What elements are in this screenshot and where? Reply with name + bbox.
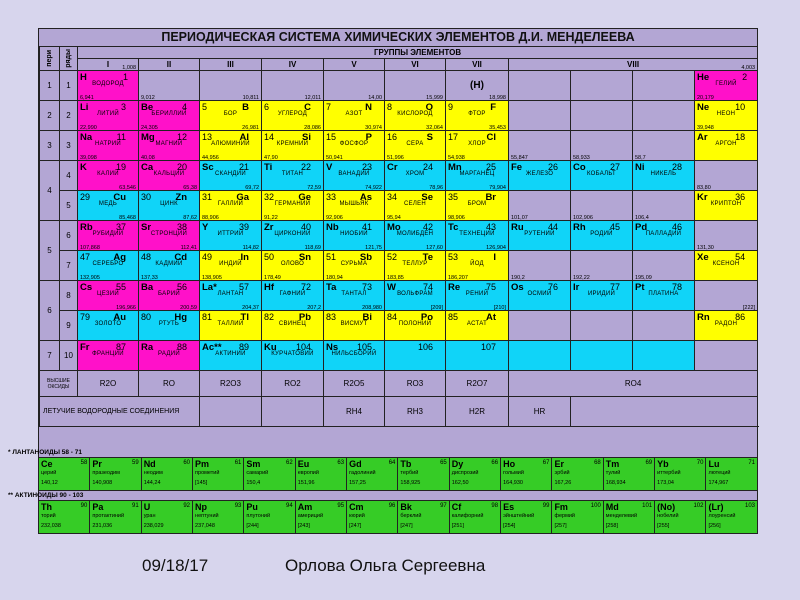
element-name: плутоний xyxy=(246,513,271,519)
atomic-mass: [258] xyxy=(605,523,619,529)
element-Lr[interactable] xyxy=(706,501,758,534)
atomic-mass: 162,50 xyxy=(451,480,469,486)
element-Sc[interactable]: Sc 21 СКАНДИЙ 44,956 xyxy=(200,161,262,191)
atomic-number: 67 xyxy=(542,460,550,466)
symbol: Ho xyxy=(503,459,516,469)
atomic-number: 97 xyxy=(440,503,447,509)
atomic-number: 91 xyxy=(132,503,139,509)
element-Cr[interactable]: Cr 24 ХРОМ 51,996 xyxy=(385,161,446,191)
groups-header: ГРУППЫ ЭЛЕМЕНТОВ xyxy=(78,47,758,59)
row-8: 8 xyxy=(60,281,78,311)
period-4: 4 xyxy=(40,161,60,221)
element-Be[interactable]: Be 4 БЕРИЛЛИЙ 9,012 xyxy=(139,101,200,131)
atomic-number: 98 xyxy=(491,503,499,509)
element-name: европий xyxy=(297,470,319,476)
hydrogen-placeholder: (H) xyxy=(446,71,509,101)
element-106[interactable]: 106 xyxy=(385,341,446,371)
actinides-row xyxy=(38,500,758,534)
atomic-number: 99 xyxy=(542,503,550,509)
element-name: самарий xyxy=(246,470,269,476)
element-Mn[interactable]: Mn 25 МАРГАНЕЦ 54,938 xyxy=(446,161,509,191)
element-Tc[interactable]: Tc 43 ТЕХНЕЦИЙ 98,906 xyxy=(446,221,509,251)
element-Kr[interactable]: Kr 36 КРИПТОН 83,80 xyxy=(695,191,758,221)
element-Te[interactable]: 52 Te ТЕЛЛУР 127,60 xyxy=(385,251,446,281)
symbol: Md xyxy=(605,502,619,512)
element-K[interactable]: K 19 КАЛИЙ 39,098 xyxy=(78,161,139,191)
element-name: кюрий xyxy=(349,513,365,519)
element-Pr[interactable] xyxy=(90,458,141,491)
period-3: 3 xyxy=(40,131,60,161)
element-Re[interactable]: Re 75 РЕНИЙ 186,207 xyxy=(446,281,509,311)
symbol: Cf xyxy=(451,502,462,512)
actinides-label: ** АКТИНОИДЫ 90 - 103 xyxy=(8,492,84,499)
symbol: Dy xyxy=(451,459,464,469)
element-Na[interactable]: Na 11 НАТРИЙ 22,990 xyxy=(78,131,139,161)
element-Ir[interactable]: Ir 77 ИРИДИЙ 192,22 xyxy=(571,281,633,311)
symbol: Er xyxy=(554,459,564,469)
element-Mg[interactable]: Mg 12 МАГНИЙ 24,305 xyxy=(139,131,200,161)
element-name: протактиний xyxy=(92,513,125,519)
symbol: Tb xyxy=(400,459,412,469)
symbol: Es xyxy=(503,502,515,512)
symbol: Pr xyxy=(92,459,102,469)
period-1: 1 xyxy=(40,71,60,101)
element-Au[interactable]: 79 Au ЗОЛОТО 196,966 xyxy=(78,311,139,341)
element-Gd[interactable] xyxy=(347,458,398,491)
group-4: IV xyxy=(262,59,324,71)
element-Ho[interactable] xyxy=(501,458,552,491)
element-Ar[interactable]: Ar 18 АРГОН 39,948 xyxy=(695,131,758,161)
symbol: Nd xyxy=(143,459,156,469)
atomic-number: 58 xyxy=(80,460,88,466)
element-name: лютеций xyxy=(708,470,731,476)
table-title: ПЕРИОДИЧЕСКАЯ СИСТЕМА ХИМИЧЕСКИХ ЭЛЕМЕНТОВ Д.И. МЕНДЕЛЕЕВА xyxy=(161,30,635,44)
atomic-number: 64 xyxy=(388,460,396,466)
element-Zn[interactable]: 30 Zn ЦИНК 65,38 xyxy=(139,191,200,221)
element-Cs[interactable]: Cs 55 ЦЕЗИЙ 132,905 xyxy=(78,281,139,311)
element-Ca[interactable]: Ca 20 КАЛЬЦИЙ 40,08 xyxy=(139,161,200,191)
atomic-number: 95 xyxy=(337,503,345,509)
hydride-6: H2R xyxy=(446,397,509,427)
oxide-3: R2O3 xyxy=(200,371,262,397)
element-Tl[interactable]: 81 Tl ТАЛЛИЙ 204,37 xyxy=(200,311,262,341)
element-Pd[interactable]: Pd 46 ПАЛЛАДИЙ 106,4 xyxy=(633,221,695,251)
group-6: VI xyxy=(385,59,446,71)
atomic-mass: [145] xyxy=(195,480,208,486)
element-Cu[interactable]: 29 Cu МЕДЬ 63,546 xyxy=(78,191,139,221)
element-name: празеодим xyxy=(92,470,120,476)
element-Hg[interactable]: 80 Hg РТУТЬ 200,59 xyxy=(139,311,200,341)
element-Tm[interactable] xyxy=(603,458,654,491)
atomic-number: 101 xyxy=(642,503,653,509)
period-7: 7 xyxy=(40,341,60,371)
element-Rn[interactable]: Rn 86 РАДОН [222] xyxy=(695,311,758,341)
symbol: Th xyxy=(41,502,52,512)
element-Fr[interactable]: Fr 87 ФРАНЦИЙ xyxy=(78,341,139,371)
symbol: Pu xyxy=(246,502,258,512)
element-107[interactable]: 107 xyxy=(446,341,509,371)
atomic-mass: [254] xyxy=(503,523,516,529)
symbol: Gd xyxy=(349,459,362,469)
element-V[interactable]: V 23 ВАНАДИЙ 50,941 xyxy=(324,161,385,191)
element-He[interactable]: He 2 ГЕЛИЙ 4,003 xyxy=(695,71,758,101)
period-5: 5 xyxy=(40,221,60,281)
atomic-mass: 150,4 xyxy=(246,480,261,486)
atomic-mass: 140,12 xyxy=(41,480,58,486)
element-Nb[interactable]: Nb 41 НИОБИЙ 92,906 xyxy=(324,221,385,251)
element-Mo[interactable]: Mo 42 МОЛИБДЕН 95,94 xyxy=(385,221,446,251)
element-Np[interactable] xyxy=(193,501,244,534)
group-3: III xyxy=(200,59,262,71)
period-6: 6 xyxy=(40,281,60,341)
row-10: 10 xyxy=(60,341,78,371)
atomic-mass: 173,04 xyxy=(657,480,674,486)
element-name: нептуний xyxy=(195,513,219,519)
element-La[interactable]: La* 57 ЛАНТАН 138,905 xyxy=(200,281,262,311)
symbol: Pa xyxy=(92,502,104,512)
atomic-number: 68 xyxy=(594,460,601,466)
atomic-mass: 232,038 xyxy=(41,523,61,529)
element-Bi[interactable]: 83 Bi ВИСМУТ 208,980 xyxy=(324,311,385,341)
row-1: 1 xyxy=(60,71,78,101)
atomic-number: 103 xyxy=(744,503,755,509)
hydride-5: RH3 xyxy=(385,397,446,427)
atomic-mass: 167,26 xyxy=(554,480,572,486)
atomic-mass: 140,908 xyxy=(92,480,113,486)
element-name: эйнштейний xyxy=(503,513,535,519)
element-C[interactable]: 6 C УГЛЕРОД 12,011 xyxy=(262,101,324,131)
footer-author: Орлова Ольга Сергеевна xyxy=(285,556,486,575)
atomic-number: 61 xyxy=(234,460,242,466)
element-Pa[interactable] xyxy=(90,501,141,534)
element-name: калифорний xyxy=(451,513,484,519)
hydrides-label: ЛЕТУЧИЕ ВОДОРОДНЫЕ СОЕДИНЕНИЯ xyxy=(40,397,200,427)
oxide-4: RO2 xyxy=(262,371,324,397)
element-Ru[interactable]: Ru 44 РУТЕНИЙ 101,07 xyxy=(509,221,571,251)
symbol: Cm xyxy=(349,502,364,512)
element-name: неодим xyxy=(143,470,163,476)
element-Dy[interactable] xyxy=(449,458,500,491)
element-name: тербий xyxy=(400,470,419,476)
element-name: церий xyxy=(41,470,57,476)
element-I[interactable]: 53 I ЙОД 126,904 xyxy=(446,251,509,281)
element-Ac[interactable]: Ac** 89 АКТИНИЙ xyxy=(200,341,262,371)
atomic-mass: [257] xyxy=(554,523,567,529)
lanthanides-row xyxy=(38,457,758,491)
symbol: Am xyxy=(297,502,313,512)
atomic-mass: [243] xyxy=(297,523,310,529)
element-U[interactable] xyxy=(141,501,192,534)
element-name: гадолиний xyxy=(349,470,376,476)
element-Ge[interactable]: 32 Ge ГЕРМАНИЙ 72,59 xyxy=(262,191,324,221)
atomic-mass: [247] xyxy=(400,523,413,529)
atomic-number: 92 xyxy=(183,503,191,509)
element-B[interactable]: 5 B БОР 10,811 xyxy=(200,101,262,131)
element-Ag[interactable]: 47 Ag СЕРЕБРО 107,868 xyxy=(78,251,139,281)
element-name: фермий xyxy=(554,513,576,519)
element-Rh[interactable]: Rh 45 РОДИЙ 102,906 xyxy=(571,221,633,251)
symbol: Eu xyxy=(297,459,310,469)
element-name: уран xyxy=(143,513,156,519)
atomic-number: 66 xyxy=(491,460,499,466)
element-Cd[interactable]: 48 Cd КАДМИЙ 112,41 xyxy=(139,251,200,281)
element-Ns[interactable]: Ns 105 НИЛЬСБОРИЙ xyxy=(324,341,385,371)
element-F[interactable]: 9 F ФТОР 18,998 xyxy=(446,101,509,131)
row-2: 2 xyxy=(60,101,78,131)
element-Si[interactable]: 14 Si КРЕМНИЙ 28,086 xyxy=(262,131,324,161)
footer-date: 09/18/17 xyxy=(142,556,209,575)
element-Li[interactable]: Li 3 ЛИТИЙ 6,941 xyxy=(78,101,139,131)
element-Zr[interactable]: Zr 40 ЦИРКОНИЙ 91,22 xyxy=(262,221,324,251)
atomic-mass: 174,967 xyxy=(708,480,729,486)
element-Ni[interactable]: Ni 28 НИКЕЛЬ 58,7 xyxy=(633,161,695,191)
element-Ne[interactable]: Ne 10 НЕОН 20,179 xyxy=(695,101,758,131)
element-O[interactable]: 8 O КИСЛОРОД 15,999 xyxy=(385,101,446,131)
element-Pu[interactable] xyxy=(244,501,295,534)
atomic-mass: 237,048 xyxy=(195,523,215,529)
row-3: 3 xyxy=(60,131,78,161)
atomic-number: 102 xyxy=(693,503,704,509)
symbol: Sm xyxy=(246,459,261,469)
atomic-number: 63 xyxy=(337,460,345,466)
element-name: берклий xyxy=(400,513,422,519)
element-Nd[interactable] xyxy=(141,458,192,491)
hydride-4: RH4 xyxy=(324,397,385,427)
element-N[interactable]: 7 N АЗОТ 14,00 xyxy=(324,101,385,131)
atomic-mass: [247] xyxy=(349,523,362,529)
element-S[interactable]: 16 S СЕРА 32,064 xyxy=(385,131,446,161)
atomic-mass: 158,925 xyxy=(400,480,421,486)
symbol: U xyxy=(143,502,151,512)
element-Y[interactable]: Y 39 ИТТРИЙ 88,906 xyxy=(200,221,262,251)
element-Os[interactable]: Os 76 ОСМИЙ 190,2 xyxy=(509,281,571,311)
element-Cm[interactable] xyxy=(347,501,398,534)
element-Rb[interactable]: Rb 37 РУБИДИЙ 85,468 xyxy=(78,221,139,251)
element-At[interactable]: 85 At АСТАТ [210] xyxy=(446,311,509,341)
row-6: 6 xyxy=(60,221,78,251)
element-Sn[interactable]: 50 Sn ОЛОВО 118,69 xyxy=(262,251,324,281)
hydride-7: HR xyxy=(509,397,571,427)
atomic-mass: [251] xyxy=(451,523,464,529)
element-name: тулий xyxy=(605,470,621,476)
oxide-8: RO4 xyxy=(509,371,758,397)
element-Fe[interactable]: Fe 26 ЖЕЛЕЗО 55,847 xyxy=(509,161,571,191)
symbol: Bk xyxy=(400,502,412,512)
symbol: Ce xyxy=(41,459,53,469)
atomic-number: 71 xyxy=(748,460,755,466)
row-7: 7 xyxy=(60,251,78,281)
element-Xe[interactable]: Xe 54 КСЕНОН 131,30 xyxy=(695,251,758,281)
element-Ku[interactable]: Ku 104 КУРЧАТОВИЙ xyxy=(262,341,324,371)
atomic-mass: 164,930 xyxy=(503,480,523,486)
element-As[interactable]: 33 As МЫШЬЯК 74,922 xyxy=(324,191,385,221)
atomic-number: 60 xyxy=(183,460,191,466)
symbol: (Lr) xyxy=(708,502,724,512)
element-Pt[interactable]: Pt 78 ПЛАТИНА 195,09 xyxy=(633,281,695,311)
atomic-number: 94 xyxy=(286,503,293,509)
element-Ti[interactable]: Ti 22 ТИТАН 47,90 xyxy=(262,161,324,191)
atomic-number: 70 xyxy=(696,460,704,466)
element-name: торий xyxy=(41,513,56,519)
atomic-mass: 231,036 xyxy=(92,523,113,529)
element-Co[interactable]: Co 27 КОБАЛЬТ 58,933 xyxy=(571,161,633,191)
element-Po[interactable]: 84 Po ПОЛОНИЙ [209] xyxy=(385,311,446,341)
element-name: менделевий xyxy=(605,513,638,519)
element-name: прометий xyxy=(195,470,220,476)
element-Eu[interactable] xyxy=(295,458,346,491)
element-Lu[interactable] xyxy=(706,458,758,491)
element-Yb[interactable] xyxy=(655,458,706,491)
atomic-number: 69 xyxy=(645,460,653,466)
atomic-mass: 144,24 xyxy=(143,480,161,486)
symbol: Yb xyxy=(657,459,669,469)
periodic-table xyxy=(39,46,758,427)
element-name: гольмий xyxy=(503,470,524,476)
atomic-mass: 168,934 xyxy=(605,480,626,486)
element-name: диспрозий xyxy=(451,470,479,476)
symbol: (No) xyxy=(657,502,676,512)
element-Sb[interactable]: 51 Sb СУРЬМА 121,75 xyxy=(324,251,385,281)
element-H[interactable]: H 1 ВОДОРОД 1,008 xyxy=(78,71,139,101)
periodic-table-frame xyxy=(38,28,758,518)
element-name: лоуренсий xyxy=(708,513,736,519)
atomic-mass: 157,25 xyxy=(349,480,366,486)
group-5: V xyxy=(324,59,385,71)
element-Hf[interactable]: Hf 72 ГАФНИЙ 178,49 xyxy=(262,281,324,311)
element-Cf[interactable] xyxy=(449,501,500,534)
group-7: VII xyxy=(446,59,509,71)
element-Pb[interactable]: 82 Pb СВИНЕЦ 207,2 xyxy=(262,311,324,341)
symbol: Lu xyxy=(708,459,720,469)
atomic-number: 93 xyxy=(234,503,242,509)
oxide-2: RO xyxy=(139,371,200,397)
element-Th[interactable] xyxy=(39,501,90,534)
element-Se[interactable]: 34 Se СЕЛЕН 78,96 xyxy=(385,191,446,221)
element-name: америций xyxy=(297,513,324,519)
element-Sm[interactable] xyxy=(244,458,295,491)
atomic-mass: [244] xyxy=(246,523,259,529)
row-4: 4 xyxy=(60,161,78,191)
element-name: эрбий xyxy=(554,470,570,476)
oxide-1: R2O xyxy=(78,371,139,397)
element-Md[interactable] xyxy=(603,501,654,534)
atomic-number: 96 xyxy=(388,503,396,509)
element-Sr[interactable]: Sr 38 СТРОНЦИЙ 87,62 xyxy=(139,221,200,251)
element-Ga[interactable]: 31 Ga ГАЛЛИЙ 69,72 xyxy=(200,191,262,221)
element-name: нобелий xyxy=(657,513,679,519)
oxides-label: ВЫСШИЕ ОКСИДЫ xyxy=(40,371,78,397)
group-2: II xyxy=(139,59,200,71)
group-8: VIII xyxy=(509,59,758,71)
atomic-number: 59 xyxy=(132,460,139,466)
symbol: Np xyxy=(195,502,208,512)
element-Br[interactable]: 35 Br БРОМ 79,904 xyxy=(446,191,509,221)
period-2: 2 xyxy=(40,101,60,131)
atomic-number: 62 xyxy=(286,460,293,466)
row-9: 9 xyxy=(60,311,78,341)
atomic-mass: 151,96 xyxy=(297,480,315,486)
element-Al[interactable]: 13 Al АЛЮМИНИЙ 26,981 xyxy=(200,131,262,161)
atomic-number: 100 xyxy=(590,503,601,509)
atomic-number: 90 xyxy=(80,503,88,509)
symbol: Pm xyxy=(195,459,210,469)
element-Bk[interactable] xyxy=(398,501,449,534)
element-Es[interactable] xyxy=(501,501,552,534)
oxide-7: R2O7 xyxy=(446,371,509,397)
element-Ba[interactable]: Ba 56 БАРИЙ 137,33 xyxy=(139,281,200,311)
element-Pm[interactable] xyxy=(193,458,244,491)
element-W[interactable]: W 74 ВОЛЬФРАМ 183,85 xyxy=(385,281,446,311)
atomic-number: 65 xyxy=(440,460,447,466)
element-No[interactable] xyxy=(655,501,706,534)
group-1: I xyxy=(78,59,139,71)
lanthanides-label: * ЛАНТАНОИДЫ 58 - 71 xyxy=(8,449,82,456)
element-In[interactable]: 49 In ИНДИЙ 114,82 xyxy=(200,251,262,281)
row-header: ряды xyxy=(60,47,78,71)
element-Er[interactable] xyxy=(552,458,603,491)
atomic-mass: [256] xyxy=(708,523,721,529)
element-name: иттербий xyxy=(657,470,681,476)
row-5: 5 xyxy=(60,191,78,221)
element-Cl[interactable]: 17 Cl ХЛОР 35,453 xyxy=(446,131,509,161)
element-Fm[interactable] xyxy=(552,501,603,534)
oxide-5: R2O5 xyxy=(324,371,385,397)
atomic-mass: [255] xyxy=(657,523,670,529)
symbol: Tm xyxy=(605,459,620,469)
atomic-mass: 238,029 xyxy=(143,523,164,529)
period-header: пери xyxy=(40,47,60,71)
oxide-6: RO3 xyxy=(385,371,446,397)
symbol: Fm xyxy=(554,502,568,512)
element-Ra[interactable]: Ra 88 РАДИЙ xyxy=(139,341,200,371)
element-P[interactable]: 15 P ФОСФОР 30,974 xyxy=(324,131,385,161)
element-Ta[interactable]: Ta 73 ТАНТАЛ 180,94 xyxy=(324,281,385,311)
element-Am[interactable] xyxy=(295,501,346,534)
element-Ce[interactable] xyxy=(39,458,90,491)
element-Tb[interactable] xyxy=(398,458,449,491)
